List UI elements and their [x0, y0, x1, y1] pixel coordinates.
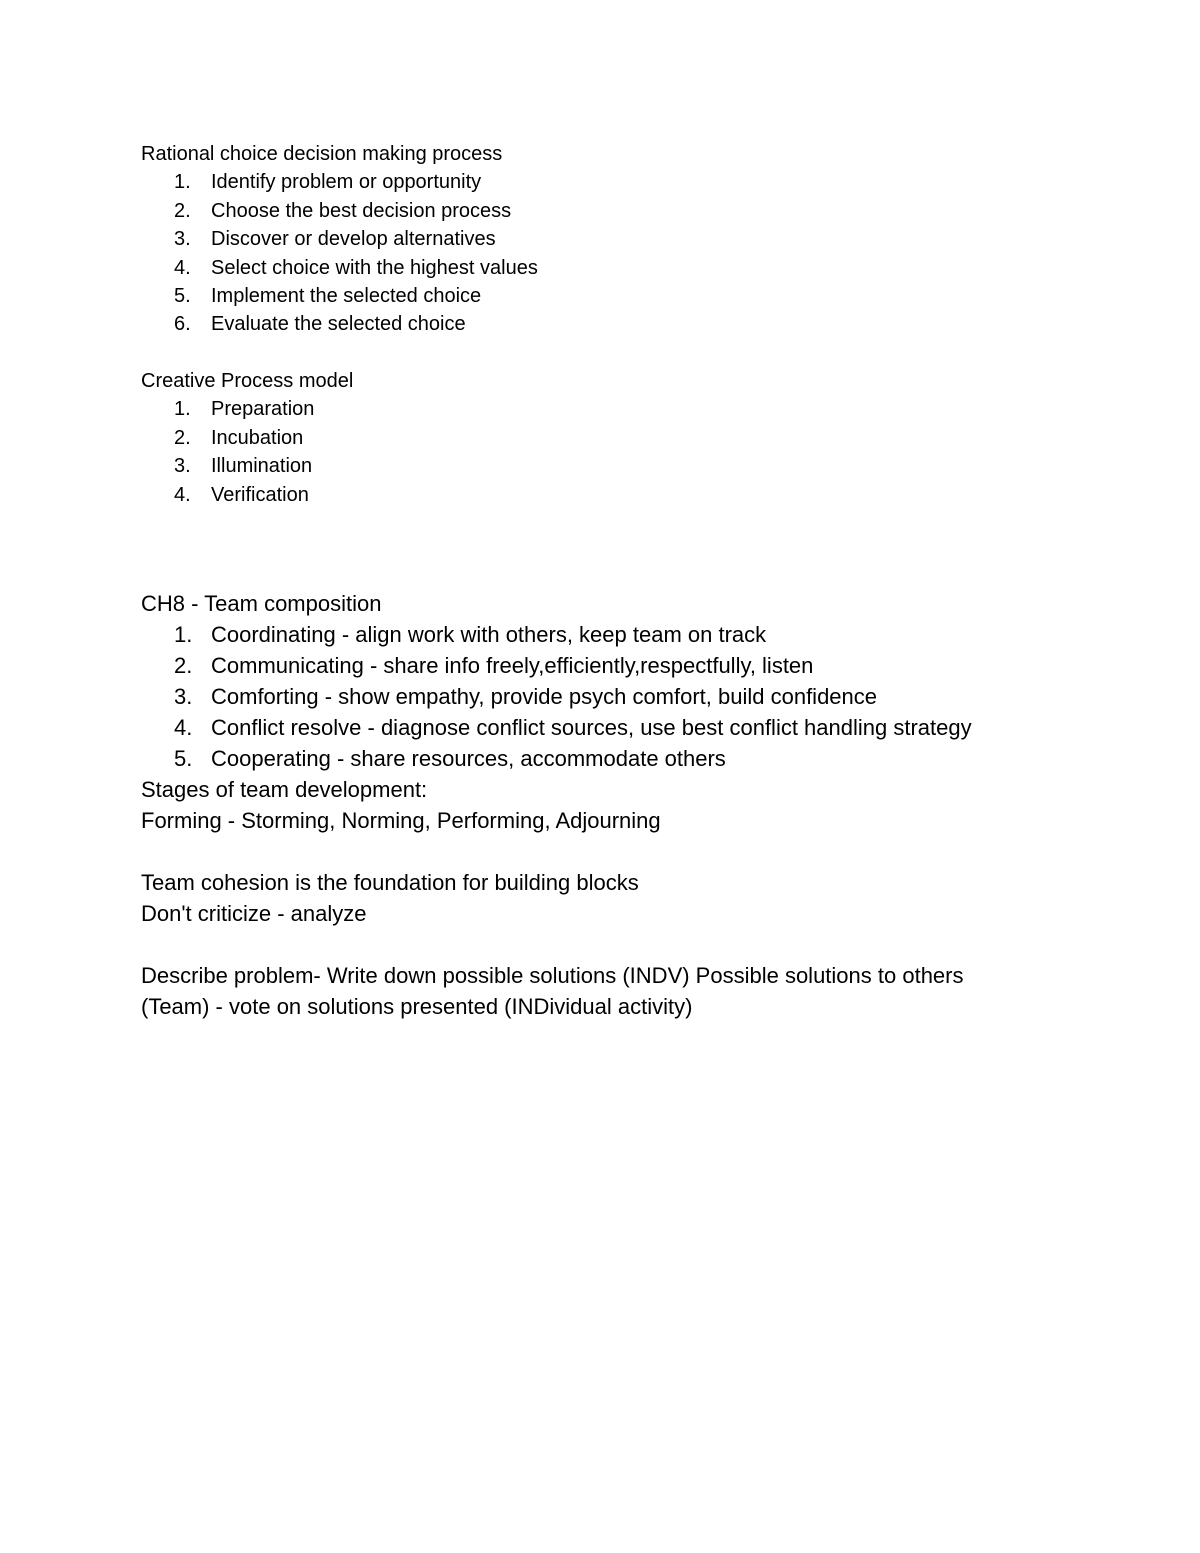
rational-choice-heading: Rational choice decision making process	[141, 143, 503, 165]
list-number: 6.	[174, 313, 191, 336]
list-item	[141, 310, 502, 338]
list-number: 2.	[174, 653, 193, 678]
list-text: Discover or develop alternatives	[211, 228, 496, 251]
list-text: Identify problem or opportunity	[211, 171, 482, 194]
list-number: 1.	[174, 171, 191, 194]
list-number: 3.	[174, 684, 193, 709]
list-text: Evaluate the selected choice	[211, 313, 466, 336]
list-number: 3.	[174, 228, 191, 251]
list-text: Choose the best decision process	[211, 199, 512, 222]
list-text: Conflict resolve - diagnose conflict sources, use best conflict handling strategy	[211, 715, 972, 740]
list-text: Comforting - show empathy, provide psych comfort, build confidence	[211, 684, 878, 709]
list-text: Verification	[211, 483, 309, 506]
list-number: 5.	[174, 746, 193, 771]
spacer	[141, 836, 964, 867]
stages-label: Stages of team development:	[141, 777, 428, 802]
list-number: 5.	[174, 284, 191, 307]
ch8-heading: CH8 - Team composition	[141, 591, 382, 616]
list-number: 1.	[174, 398, 191, 421]
list-number: 2.	[174, 199, 191, 222]
list-number: 4.	[174, 483, 191, 506]
list-number: 1.	[174, 622, 193, 647]
list-text: Communicating - share info freely,efficiently,respectfully, listen	[211, 653, 814, 678]
list-text: Cooperating - share resources, accommodate others	[211, 746, 726, 771]
criticize-text: Don't criticize - analyze	[141, 901, 367, 926]
stages-text: Forming - Storming, Norming, Performing, Adjourning	[141, 808, 661, 833]
list-item	[141, 197, 512, 225]
list-item	[141, 282, 502, 310]
list-item	[141, 619, 964, 650]
list-number: 4.	[174, 256, 191, 279]
list-item	[141, 650, 964, 681]
list-text: Coordinating - align work with others, keep team on track	[211, 622, 767, 647]
rational-choice-list	[141, 168, 538, 338]
list-item	[141, 424, 353, 452]
list-item	[141, 743, 964, 774]
describe-text-line-1: Describe problem- Write down possible solutions (INDV) Possible solutions to others	[141, 963, 964, 988]
spacer	[141, 929, 964, 960]
list-item	[141, 712, 972, 743]
list-item	[141, 481, 353, 509]
rational-choice-section	[141, 140, 538, 339]
list-number: 2.	[174, 426, 191, 449]
list-number: 3.	[174, 455, 191, 478]
list-item	[141, 395, 353, 423]
list-text: Preparation	[211, 398, 315, 421]
creative-process-section	[141, 367, 353, 509]
list-item	[141, 168, 502, 196]
describe-text-line-2: (Team) - vote on solutions presented (INDividual activity)	[141, 994, 693, 1019]
creative-process-list	[141, 395, 353, 509]
list-item	[141, 254, 538, 282]
cohesion-text: Team cohesion is the foundation for building blocks	[141, 870, 639, 895]
list-item	[141, 225, 502, 253]
list-text: Implement the selected choice	[211, 284, 482, 307]
list-text: Select choice with the highest values	[211, 256, 538, 279]
list-item	[141, 452, 353, 480]
list-item	[141, 681, 964, 712]
ch8-section	[141, 588, 972, 1022]
ch8-list	[141, 619, 972, 774]
list-number: 4.	[174, 715, 193, 740]
creative-process-heading: Creative Process model	[141, 370, 354, 392]
list-text: Incubation	[211, 426, 304, 449]
list-text: Illumination	[211, 455, 313, 478]
